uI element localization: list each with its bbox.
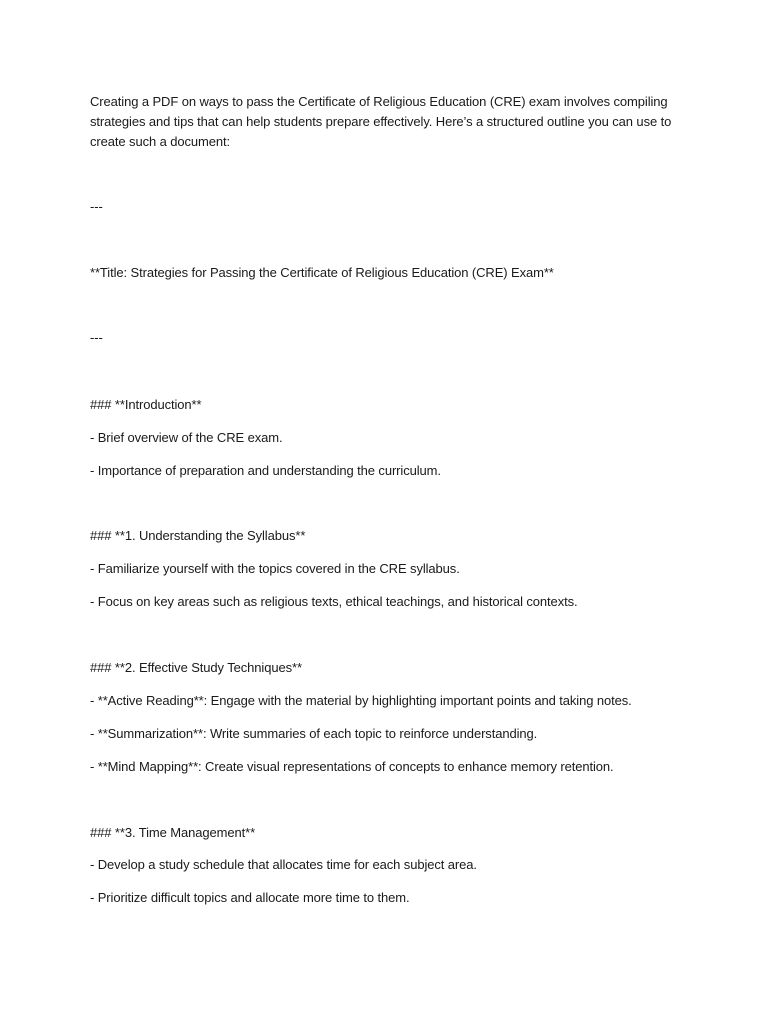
bullet-item: - Brief overview of the CRE exam. (90, 430, 283, 445)
bullet-item: - **Summarization**: Write summaries of each topic to reinforce understanding. (90, 726, 538, 741)
separator: --- (90, 199, 103, 214)
section-heading-introduction: ### **Introduction** (90, 397, 202, 412)
intro-line: create such a document: (90, 134, 231, 149)
intro-line: Creating a PDF on ways to pass the Certificate of Religious Education (CRE) exam involves compiling (90, 94, 668, 109)
intro-paragraph (90, 92, 690, 152)
document-title: **Title: Strategies for Passing the Certificate of Religious Education (CRE) Exam** (90, 265, 554, 280)
bullet-item: - Importance of preparation and understanding the curriculum. (90, 463, 441, 478)
bullet-item: - **Active Reading**: Engage with the material by highlighting important points and taking notes. (90, 693, 632, 708)
bullet-item: - Prioritize difficult topics and allocate more time to them. (90, 890, 410, 905)
section-heading-time-management: ### **3. Time Management** (90, 825, 256, 840)
bullet-item: - Focus on key areas such as religious texts, ethical teachings, and historical contexts. (90, 594, 578, 609)
separator: --- (90, 330, 103, 345)
bullet-item: - **Mind Mapping**: Create visual representations of concepts to enhance memory retention. (90, 759, 614, 774)
bullet-item: - Familiarize yourself with the topics covered in the CRE syllabus. (90, 561, 460, 576)
section-heading-study-techniques: ### **2. Effective Study Techniques** (90, 660, 302, 675)
section-heading-syllabus: ### **1. Understanding the Syllabus** (90, 528, 306, 543)
bullet-item: - Develop a study schedule that allocates time for each subject area. (90, 857, 477, 872)
intro-line: strategies and tips that can help students prepare effectively. Here’s a structured outline you can use to (90, 114, 672, 129)
